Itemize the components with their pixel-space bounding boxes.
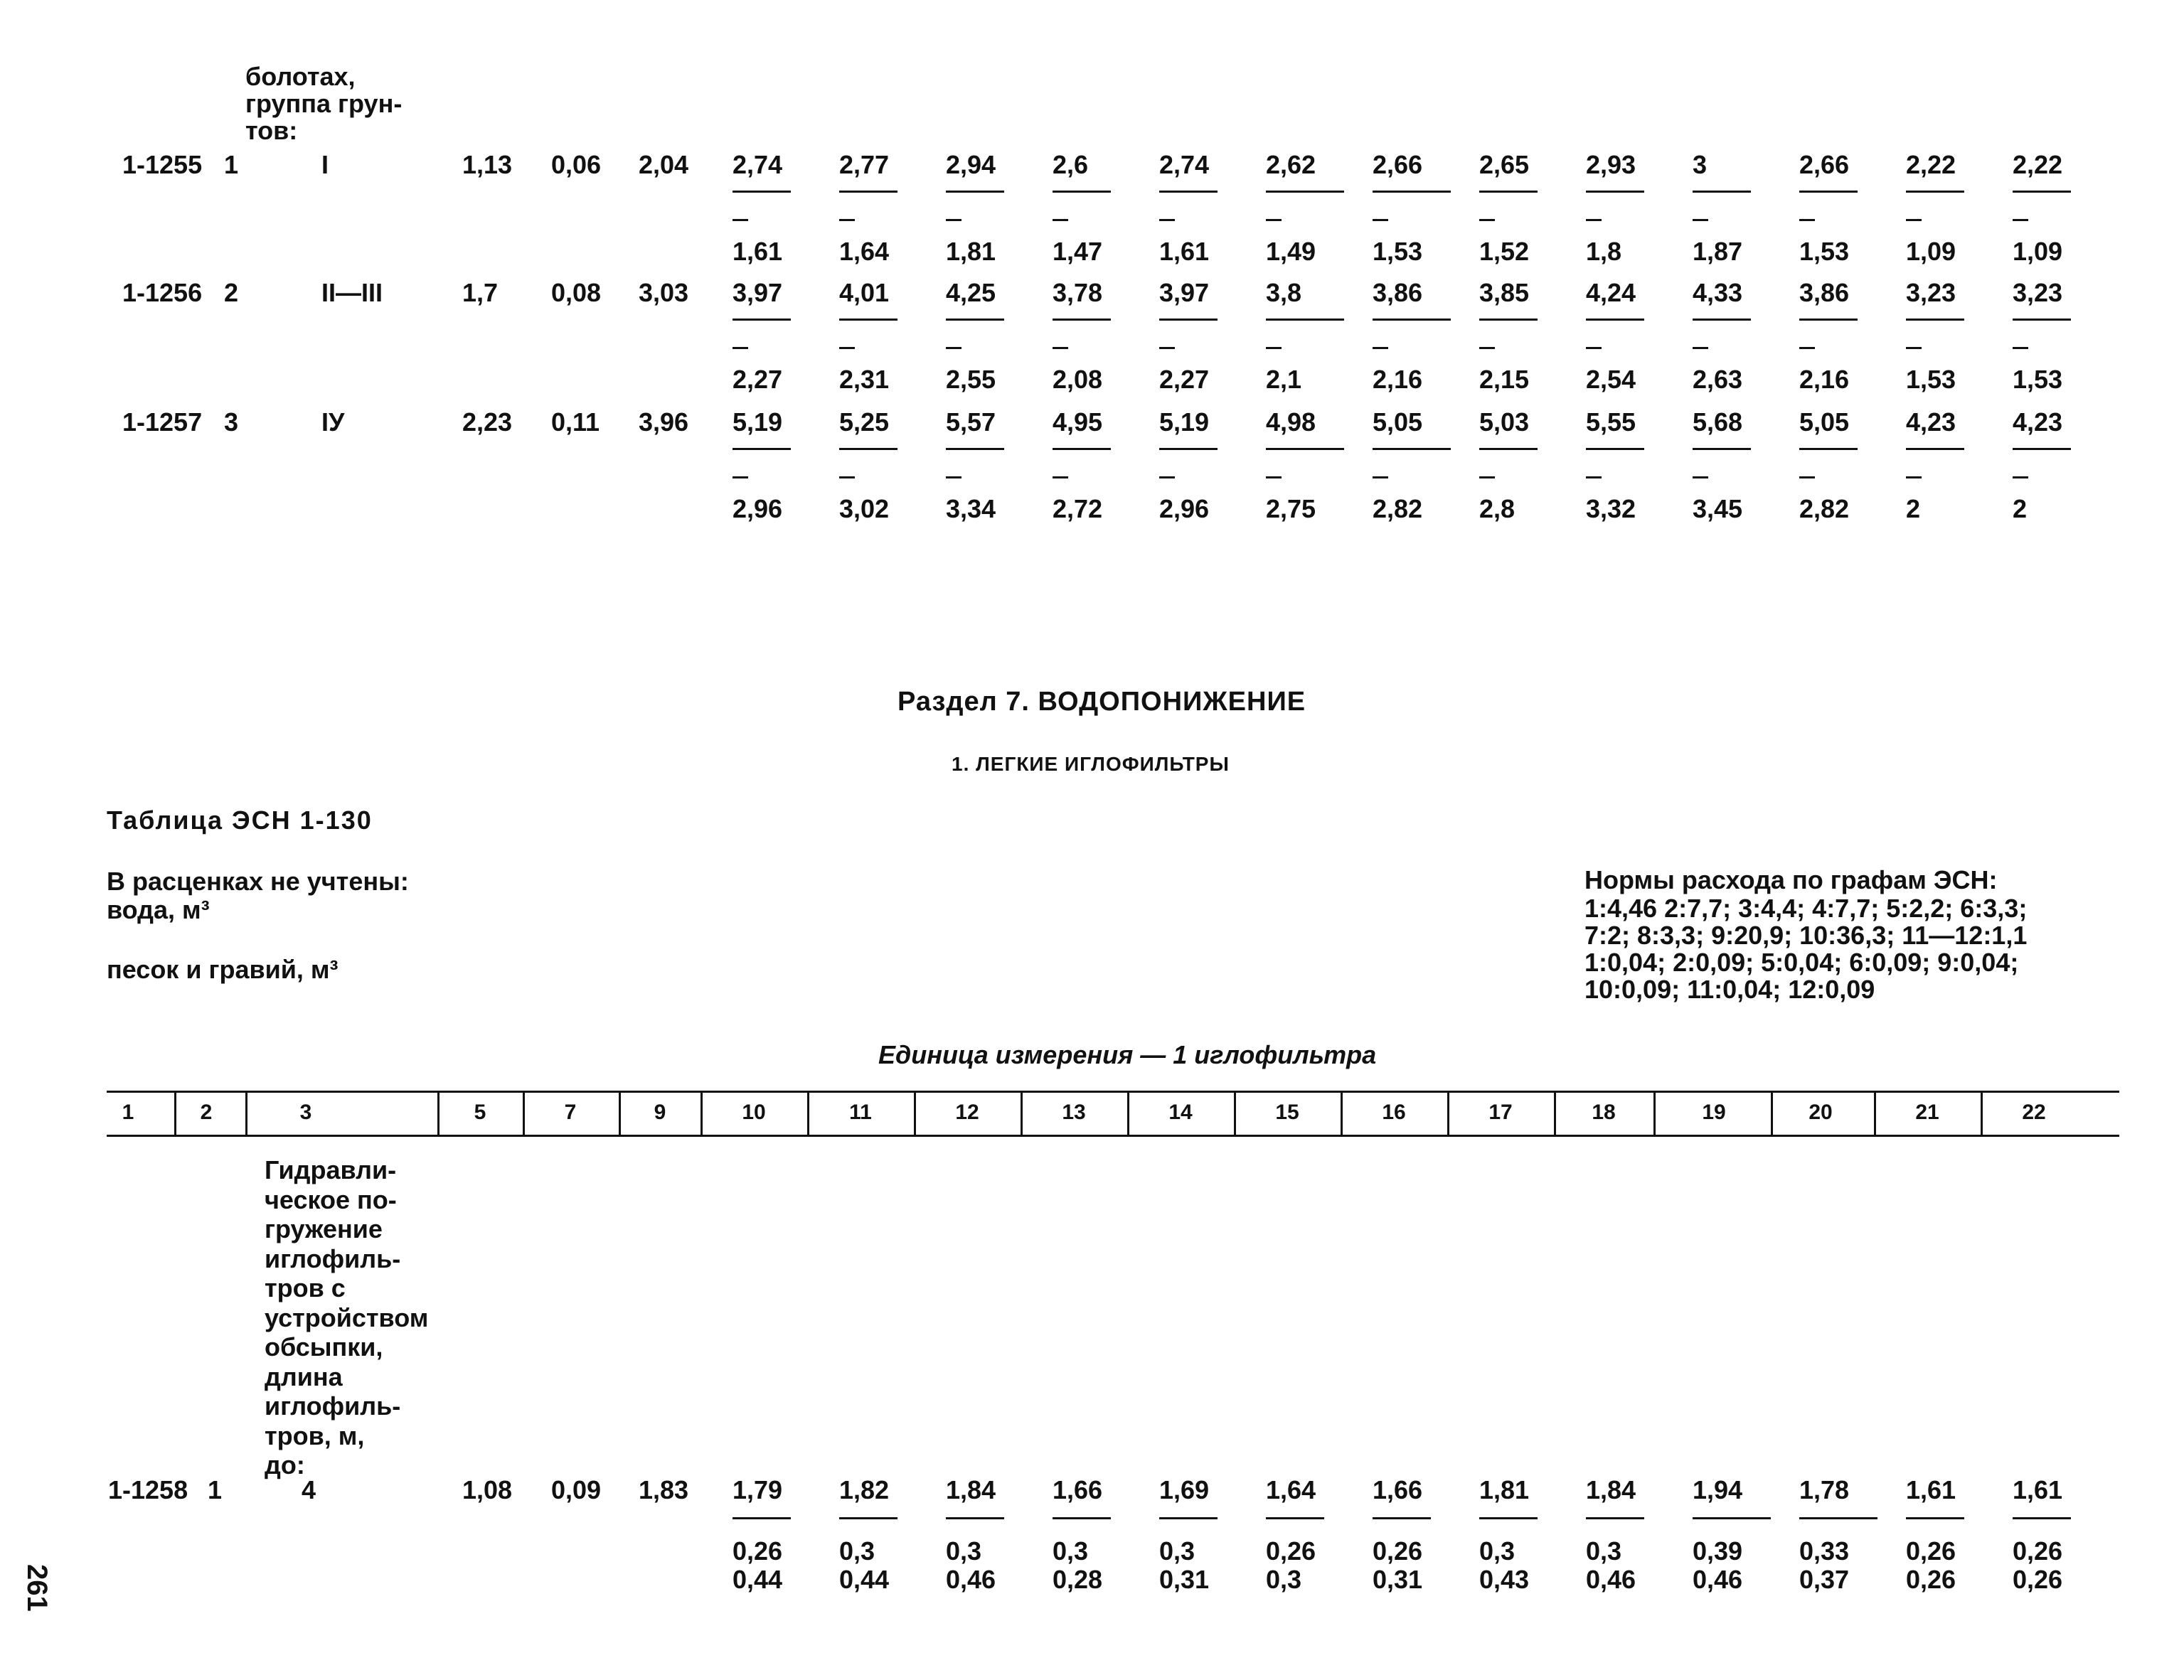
header-column-rule [1874,1091,1876,1135]
lower-value: 2 [2013,494,2028,523]
fraction-dash [1159,319,1218,321]
top-caption-line: группа грун- [245,89,403,118]
fraction-dash [1159,1517,1218,1519]
col7-value: 0,09 [551,1475,602,1504]
header-cell: 15 [1275,1101,1299,1124]
upper-value: 4,98 [1266,407,1316,437]
lower-value: 3,02 [839,494,890,523]
header-column-rule [1653,1091,1656,1135]
upper-value: 5,57 [946,407,996,437]
fraction-dash-short [1373,219,1388,221]
not-included-item: вода, м³ [107,895,210,924]
fraction-dash [2013,448,2071,450]
fraction-dash [1053,1517,1111,1519]
header-cell: 16 [1382,1101,1406,1124]
upper-value: 2,94 [946,150,996,179]
fraction-dash [1799,319,1858,321]
bottom-caption-line: иглофиль- [265,1391,401,1420]
header-column-rule [1447,1091,1449,1135]
lower-value: 2,82 [1799,494,1850,523]
fraction-dash [839,191,897,193]
norms-line: 1:0,04; 2:0,09; 5:0,04; 6:0,09; 9:0,04; [1584,948,2019,977]
lower-value: 2,96 [1159,494,1210,523]
fraction-dash-short [2013,219,2028,221]
header-cell: 17 [1488,1101,1513,1124]
row-code: 1-1258 [108,1475,188,1504]
upper-value: 5,03 [1479,407,1530,437]
fraction-dash [1479,191,1538,193]
lower-value: 2,16 [1799,365,1850,394]
header-cell: 9 [654,1101,666,1124]
upper-value: 3,23 [1906,278,1956,307]
lower-value: 1,61 [733,237,783,266]
upper-value: 4,33 [1693,278,1743,307]
upper-value: 1,84 [1586,1475,1636,1504]
lower-value-2: 0,26 [2013,1565,2063,1594]
bottom-caption-line: тров, м, [265,1420,365,1450]
lower-value-2: 0,3 [1266,1565,1302,1594]
soil-group: II—III [321,278,383,307]
lower-value: 2,55 [946,365,996,394]
col5-value: 1,13 [462,150,513,179]
lower-value: 2,75 [1266,494,1316,523]
header-cell: 7 [564,1101,577,1124]
upper-value: 1,66 [1373,1475,1423,1504]
fraction-dash-short [946,476,962,478]
upper-value: 3,78 [1053,278,1103,307]
bottom-caption-line: ческое по- [265,1184,397,1214]
fraction-dash [1159,191,1218,193]
fraction-dash [733,448,791,450]
top-caption-line: болотах, [245,62,356,91]
upper-value: 5,19 [733,407,783,437]
fraction-dash [1799,1517,1877,1519]
upper-value: 3 [1693,150,1708,179]
header-cell: 22 [2022,1101,2046,1124]
upper-value: 3,23 [2013,278,2063,307]
lower-value-2: 0,43 [1479,1565,1530,1594]
fraction-dash [1586,1517,1644,1519]
fraction-dash [1479,448,1538,450]
lower-value: 1,81 [946,237,996,266]
fraction-dash-short [1906,347,1922,349]
header-cell: 18 [1592,1101,1616,1124]
header-cell: 10 [742,1101,766,1124]
fraction-dash [1693,319,1751,321]
fraction-dash [1159,448,1218,450]
header-column-rule [1127,1091,1129,1135]
fraction-dash-short [839,476,855,478]
header-cell: 20 [1809,1101,1833,1124]
fraction-dash [1266,1517,1324,1519]
upper-value: 3,97 [733,278,783,307]
fraction-dash-short [1906,476,1922,478]
lower-value: 1,53 [2013,365,2063,394]
fraction-dash [1906,319,1964,321]
fraction-dash [1373,448,1451,450]
fraction-dash [839,319,897,321]
upper-value: 2,66 [1799,150,1850,179]
fraction-dash-short [1586,219,1602,221]
fraction-dash-short [1693,347,1708,349]
header-column-rule [1771,1091,1773,1135]
col7-value: 0,11 [551,407,600,437]
fraction-dash [946,191,1004,193]
not-included-item: песок и гравий, м³ [107,955,339,984]
header-column-rule [1981,1091,1983,1135]
fraction-dash-short [1479,476,1495,478]
lower-value: 2,31 [839,365,890,394]
col9-value: 3,03 [639,278,689,307]
upper-value: 1,79 [733,1475,783,1504]
lower-value-1: 0,26 [733,1536,783,1566]
bottom-caption-line: до: [265,1450,305,1480]
fraction-dash-short [1373,347,1388,349]
col5-value: 2,23 [462,407,513,437]
lower-value: 1,8 [1586,237,1622,266]
section-title: Раздел 7. ВОДОПОНИЖЕНИЕ [897,687,1306,717]
fraction-dash [1479,1517,1538,1519]
lower-value-1: 0,3 [839,1536,875,1566]
lower-value-2: 0,31 [1159,1565,1210,1594]
lower-value-1: 0,3 [1586,1536,1622,1566]
lower-value: 1,09 [2013,237,2063,266]
lower-value: 3,32 [1586,494,1636,523]
fraction-dash [1799,191,1858,193]
fraction-dash-short [1266,219,1282,221]
header-cell: 5 [474,1101,486,1124]
upper-value: 1,84 [946,1475,996,1504]
fraction-dash [2013,191,2071,193]
lower-value: 3,45 [1693,494,1743,523]
fraction-dash [1693,191,1751,193]
lower-value-1: 0,3 [1053,1536,1089,1566]
fraction-dash-short [1799,347,1815,349]
fraction-dash-short [1159,476,1175,478]
upper-value: 2,77 [839,150,890,179]
header-cell: 11 [849,1101,872,1124]
upper-value: 1,82 [839,1475,890,1504]
upper-value: 1,69 [1159,1475,1210,1504]
upper-value: 2,74 [733,150,783,179]
header-cell: 12 [955,1101,979,1124]
header-cell: 1 [122,1101,134,1124]
subsection-title: 1. ЛЕГКИЕ ИГЛОФИЛЬТРЫ [952,753,1230,775]
upper-value: 1,61 [2013,1475,2063,1504]
lower-value-1: 0,26 [1266,1536,1316,1566]
fraction-dash-short [1906,219,1922,221]
col9-value: 3,96 [639,407,689,437]
fraction-dash-short [946,347,962,349]
col5-value: 1,08 [462,1475,513,1504]
bottom-caption-line: тров с [265,1273,346,1302]
fraction-dash [1906,191,1964,193]
top-caption-line: тов: [245,116,298,145]
lower-value: 2,72 [1053,494,1103,523]
lower-value: 1,09 [1906,237,1956,266]
upper-value: 3,86 [1799,278,1850,307]
upper-value: 5,25 [839,407,890,437]
lower-value: 1,49 [1266,237,1316,266]
upper-value: 2,93 [1586,150,1636,179]
header-column-rule [807,1091,809,1135]
bottom-caption-line: иглофиль- [265,1243,401,1273]
header-column-rule [1341,1091,1343,1135]
fraction-dash-short [1479,219,1495,221]
upper-value: 2,74 [1159,150,1210,179]
bottom-caption-line: гружение [265,1214,383,1243]
upper-value: 2,22 [1906,150,1956,179]
header-bottom-rule [107,1135,2119,1137]
lower-value-1: 0,39 [1693,1536,1743,1566]
row-number: 2 [224,278,239,307]
lower-value-1: 0,26 [1906,1536,1956,1566]
lower-value: 2,16 [1373,365,1423,394]
upper-value: 5,19 [1159,407,1210,437]
lower-value-2: 0,28 [1053,1565,1103,1594]
fraction-dash-short [1693,219,1708,221]
header-column-rule [523,1091,525,1135]
fraction-dash [1479,319,1538,321]
not-included-label: В расценках не учтены: [107,867,409,896]
upper-value: 3,85 [1479,278,1530,307]
upper-value: 5,68 [1693,407,1743,437]
lower-value: 1,64 [839,237,890,266]
lower-value: 2,27 [733,365,783,394]
col5-value: 1,7 [462,278,499,307]
fraction-dash-short [1799,219,1815,221]
lower-value-2: 0,44 [839,1565,890,1594]
lower-value: 2,82 [1373,494,1423,523]
header-top-rule [107,1091,2119,1093]
lower-value-1: 0,3 [1159,1536,1195,1566]
upper-value: 5,55 [1586,407,1636,437]
bottom-caption-line: обсыпки, [265,1332,383,1361]
fraction-dash-short [839,347,855,349]
lower-value-1: 0,3 [1479,1536,1516,1566]
header-cell: 21 [1915,1101,1939,1124]
lower-value: 2,96 [733,494,783,523]
fraction-dash [1266,319,1344,321]
fraction-dash [1373,1517,1431,1519]
upper-value: 3,97 [1159,278,1210,307]
fraction-dash [733,191,791,193]
lower-value: 1,87 [1693,237,1743,266]
soil-group: I [321,150,329,179]
fraction-dash [1053,191,1111,193]
fraction-dash-short [733,476,748,478]
header-column-rule [914,1091,916,1135]
upper-value: 1,81 [1479,1475,1530,1504]
fraction-dash [733,319,791,321]
fraction-dash-short [1266,476,1282,478]
norms-line: 7:2; 8:3,3; 9:20,9; 10:36,3; 11—12:1,1 [1584,921,2028,950]
col7-value: 0,06 [551,150,602,179]
fraction-dash-short [946,219,962,221]
fraction-dash-short [1159,347,1175,349]
fraction-dash [839,448,897,450]
upper-value: 1,64 [1266,1475,1316,1504]
lower-value: 2,63 [1693,365,1743,394]
lower-value: 1,47 [1053,237,1103,266]
header-cell: 19 [1702,1101,1726,1124]
lower-value-2: 0,26 [1906,1565,1956,1594]
col9-value: 2,04 [639,150,689,179]
row-code: 1-1257 [122,407,203,437]
row-number: 3 [224,407,239,437]
fraction-dash [2013,1517,2071,1519]
upper-value: 4,01 [839,278,890,307]
fraction-dash-short [2013,347,2028,349]
lower-value-2: 0,46 [1693,1565,1743,1594]
norms-line: 10:0,09; 11:0,04; 12:0,09 [1584,975,1875,1004]
lower-value-1: 0,33 [1799,1536,1850,1566]
fraction-dash [1693,1517,1771,1519]
fraction-dash-short [1799,476,1815,478]
bottom-caption-line: длина [265,1361,343,1391]
soil-group: IУ [321,407,345,437]
fraction-dash [1586,319,1644,321]
lower-value: 2 [1906,494,1921,523]
norms-title: Нормы расхода по графам ЭСН: [1584,865,1998,894]
lower-value-2: 0,46 [1586,1565,1636,1594]
lower-value-2: 0,46 [946,1565,996,1594]
fraction-dash [1053,448,1111,450]
fraction-dash-short [1586,347,1602,349]
lower-value: 1,52 [1479,237,1530,266]
norms-line: 1:4,46 2:7,7; 3:4,4; 4:7,7; 5:2,2; 6:3,3; [1584,894,2028,923]
fraction-dash [1693,448,1751,450]
upper-value: 1,94 [1693,1475,1743,1504]
fraction-dash [1373,191,1451,193]
header-cell: 3 [299,1101,312,1124]
fraction-dash-short [1693,476,1708,478]
lower-value: 2,08 [1053,365,1103,394]
upper-value: 4,24 [1586,278,1636,307]
upper-value: 1,78 [1799,1475,1850,1504]
fraction-dash [1053,319,1111,321]
header-cell: 14 [1168,1101,1193,1124]
header-column-rule [1234,1091,1236,1135]
lower-value-2: 0,37 [1799,1565,1850,1594]
upper-value: 1,61 [1906,1475,1956,1504]
upper-value: 5,05 [1799,407,1850,437]
fraction-dash-short [1266,347,1282,349]
upper-value: 4,95 [1053,407,1103,437]
fraction-dash [1586,191,1644,193]
fraction-dash [1906,448,1964,450]
row-number: 1 [208,1475,223,1504]
fraction-dash-short [733,347,748,349]
table-label: Таблица ЭСН 1-130 [107,806,373,835]
fraction-dash [1906,1517,1964,1519]
upper-value: 2,6 [1053,150,1089,179]
lower-value: 1,53 [1799,237,1850,266]
bottom-caption-line: устройством [265,1302,429,1332]
unit-caption: Единица измерения — 1 иглофильтра [878,1040,1377,1069]
lower-value-1: 0,26 [1373,1536,1423,1566]
header-cell: 13 [1062,1101,1086,1124]
fraction-dash-short [1053,219,1068,221]
header-cell: 2 [200,1101,213,1124]
fraction-dash-short [733,219,748,221]
fraction-dash [1266,191,1344,193]
lower-value-2: 0,44 [733,1565,783,1594]
fraction-dash-short [1053,347,1068,349]
fraction-dash-short [2013,476,2028,478]
col7-value: 0,08 [551,278,602,307]
lower-value: 3,34 [946,494,996,523]
fraction-dash-short [1053,476,1068,478]
lower-value: 2,27 [1159,365,1210,394]
fraction-dash [839,1517,897,1519]
fraction-dash [733,1517,791,1519]
row-code: 1-1256 [122,278,203,307]
upper-value: 1,66 [1053,1475,1103,1504]
col9-value: 1,83 [639,1475,689,1504]
fraction-dash-short [1586,476,1602,478]
row-code: 1-1255 [122,150,203,179]
bottom-caption-line: Гидравли- [265,1155,397,1184]
fraction-dash [1799,448,1858,450]
upper-value: 2,65 [1479,150,1530,179]
lower-value: 1,53 [1373,237,1423,266]
upper-value: 2,62 [1266,150,1316,179]
lower-value: 1,61 [1159,237,1210,266]
upper-value: 2,66 [1373,150,1423,179]
upper-value: 3,8 [1266,278,1302,307]
fraction-dash [946,1517,1004,1519]
fraction-dash [1586,448,1644,450]
fraction-dash [1373,319,1451,321]
upper-value: 3,86 [1373,278,1423,307]
header-column-rule [1554,1091,1556,1135]
upper-value: 4,23 [2013,407,2063,437]
fraction-dash [946,448,1004,450]
upper-value: 5,05 [1373,407,1423,437]
lower-value-1: 0,26 [2013,1536,2063,1566]
lower-value-1: 0,3 [946,1536,982,1566]
fraction-dash-short [1373,476,1388,478]
upper-value: 4,23 [1906,407,1956,437]
header-column-rule [1021,1091,1023,1135]
upper-value: 2,22 [2013,150,2063,179]
page-number: 261 [21,1564,53,1612]
lower-value: 2,1 [1266,365,1302,394]
lower-value: 1,53 [1906,365,1956,394]
lower-value: 2,54 [1586,365,1636,394]
upper-value: 4,25 [946,278,996,307]
fraction-dash [1266,448,1344,450]
fraction-dash-short [1159,219,1175,221]
fraction-dash-short [839,219,855,221]
fraction-dash-short [1479,347,1495,349]
row-number: 1 [224,150,239,179]
fraction-dash [946,319,1004,321]
lower-value: 2,15 [1479,365,1530,394]
lower-value-2: 0,31 [1373,1565,1423,1594]
row-length: 4 [302,1475,316,1504]
lower-value: 2,8 [1479,494,1516,523]
fraction-dash [2013,319,2071,321]
